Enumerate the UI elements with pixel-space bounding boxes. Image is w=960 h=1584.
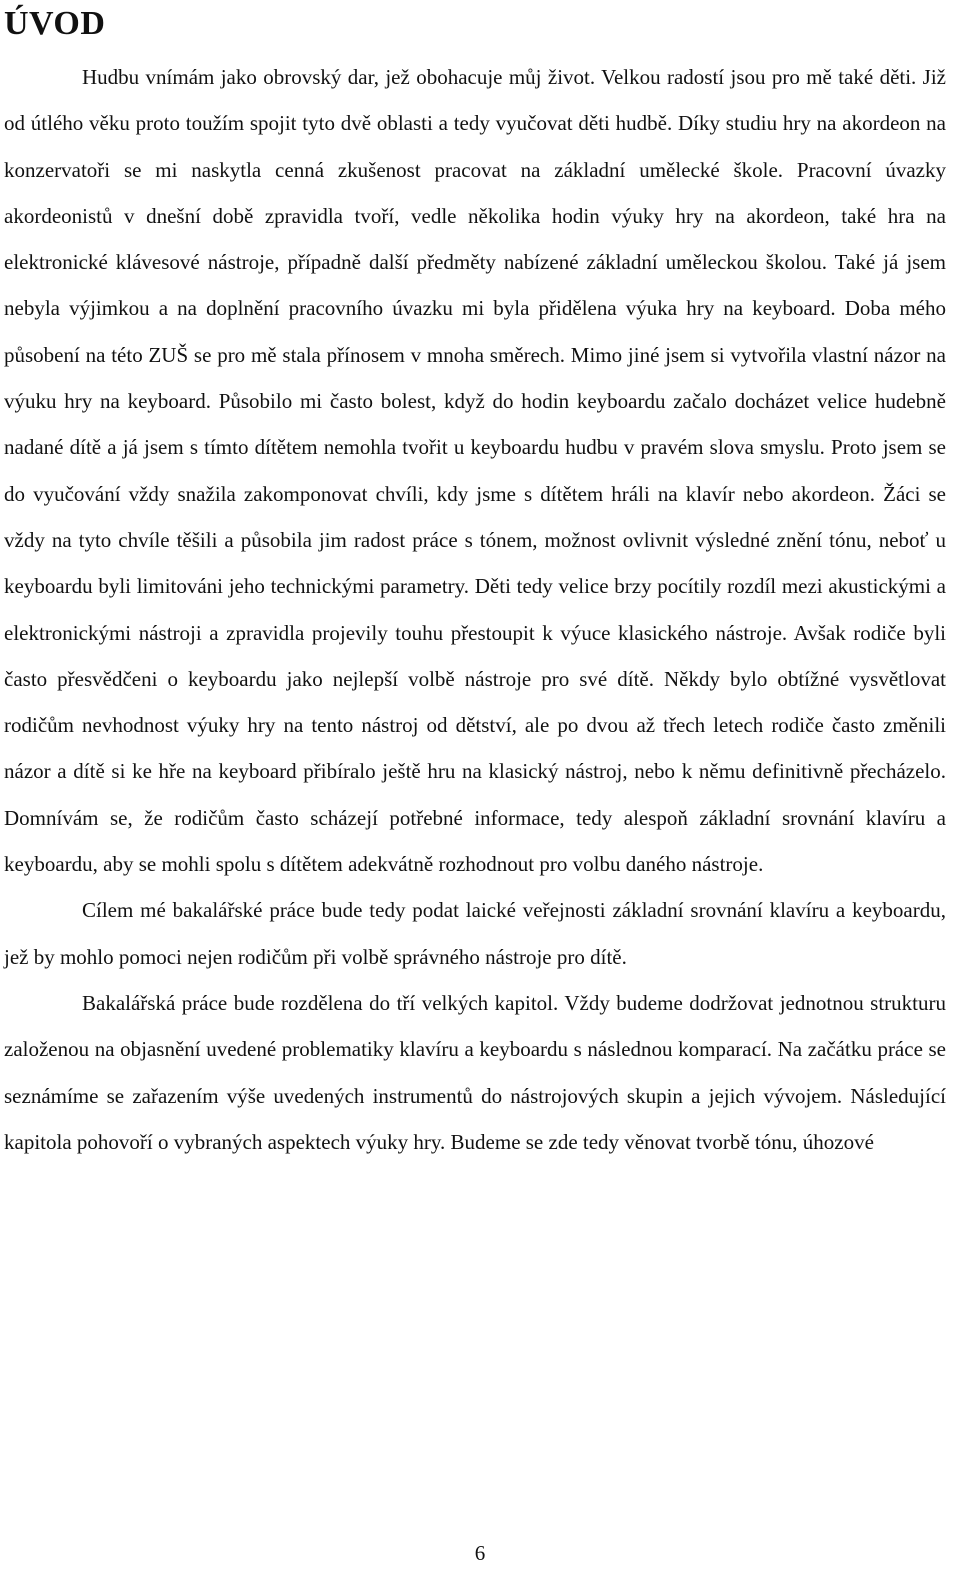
paragraph-introduction: Hudbu vnímám jako obrovský dar, jež obohacuje můj život. Velkou radostí jsou pro mě také děti. Již od útlého věku proto toužím spojit tyto dvě oblasti a tedy vyučovat děti hudbě. Díky studiu hry na akordeon na konzervatoři se mi naskytla cenná zkušenost pracovat na základní umělecké škole. Pracovní úvazky akordeonistů v dnešní době zpravidla tvoří, vedle několika hodin výuky hry na akordeon, také hra na elektronické klávesové nástroje, případně další předměty nabízené základní uměleckou školou. Také já jsem nebyla výjimkou a na doplnění pracovního úvazku mi byla přidělena výuka hry na keyboard. Doba mého působení na této ZUŠ se pro mě stala přínosem v mnoha směrech. Mimo jiné jsem si vytvořila vlastní názor na výuku hry na keyboard. Působilo mi často bolest, když do hodin keyboardu začalo docházet velice hudebně nadané dítě a já jsem s tímto dítětem nemohla tvořit u keyboardu hudbu v pravém slova smyslu. Proto jsem se do vyučování vždy snažila zakomponovat chvíli, kdy jsme s dítětem hráli na klavír nebo akordeon. Žáci se vždy na tyto chvíle těšili a působila jim radost práce s tónem, možnost ovlivnit výsledné znění tónu, neboť u keyboardu byli limitováni jeho technickými parametry. Děti tedy velice brzy pocítily rozdíl mezi akustickými a elektronickými nástroji a zpravidla projevily touhu přestoupit k výuce klasického nástroje. Avšak rodiče byli často přesvědčeni o keyboardu jako nejlepší volbě nástroje pro své dítě. Někdy bylo obtížné vysvětlovat rodičům nevhodnost výuky hry na tento nástroj od dětství, ale po dvou až třech letech rodiče často změnili názor a dítě si ke hře na keyboard přibíralo ještě hru na klasický nástroj, nebo k němu definitivně přecházelo. Domnívám se, že rodičům často scházejí potřebné informace, tedy alespoň základní srovnání klavíru a keyboardu, aby se mohli spolu s dítětem adekvátně rozhodnout pro volbu daného nástroje. — [4, 65, 946, 877]
paragraph-aim: Cílem mé bakalářské práce bude tedy podat laické veřejnosti základní srovnání klavíru a keyboardu, jež by mohlo pomoci nejen rodičům při volbě správného nástroje pro dítě. — [4, 898, 946, 969]
chapter-heading: ÚVOD — [4, 5, 106, 42]
body-text — [4, 54, 946, 1165]
paragraph-structure: Bakalářská práce bude rozdělena do tří velkých kapitol. Vždy budeme dodržovat jednotnou strukturu založenou na objasnění uvedené problematiky klavíru a keyboardu s následnou komparací. Na začátku práce se seznámíme se zařazením výše uvedených instrumentů do nástrojových skupin a jejich vývojem. Následující kapitola pohovoří o vybraných aspektech výuky hry. Budeme se zde tedy věnovat tvorbě tónu, úhozové — [4, 990, 946, 1154]
page-number: 6 — [474, 1541, 486, 1565]
